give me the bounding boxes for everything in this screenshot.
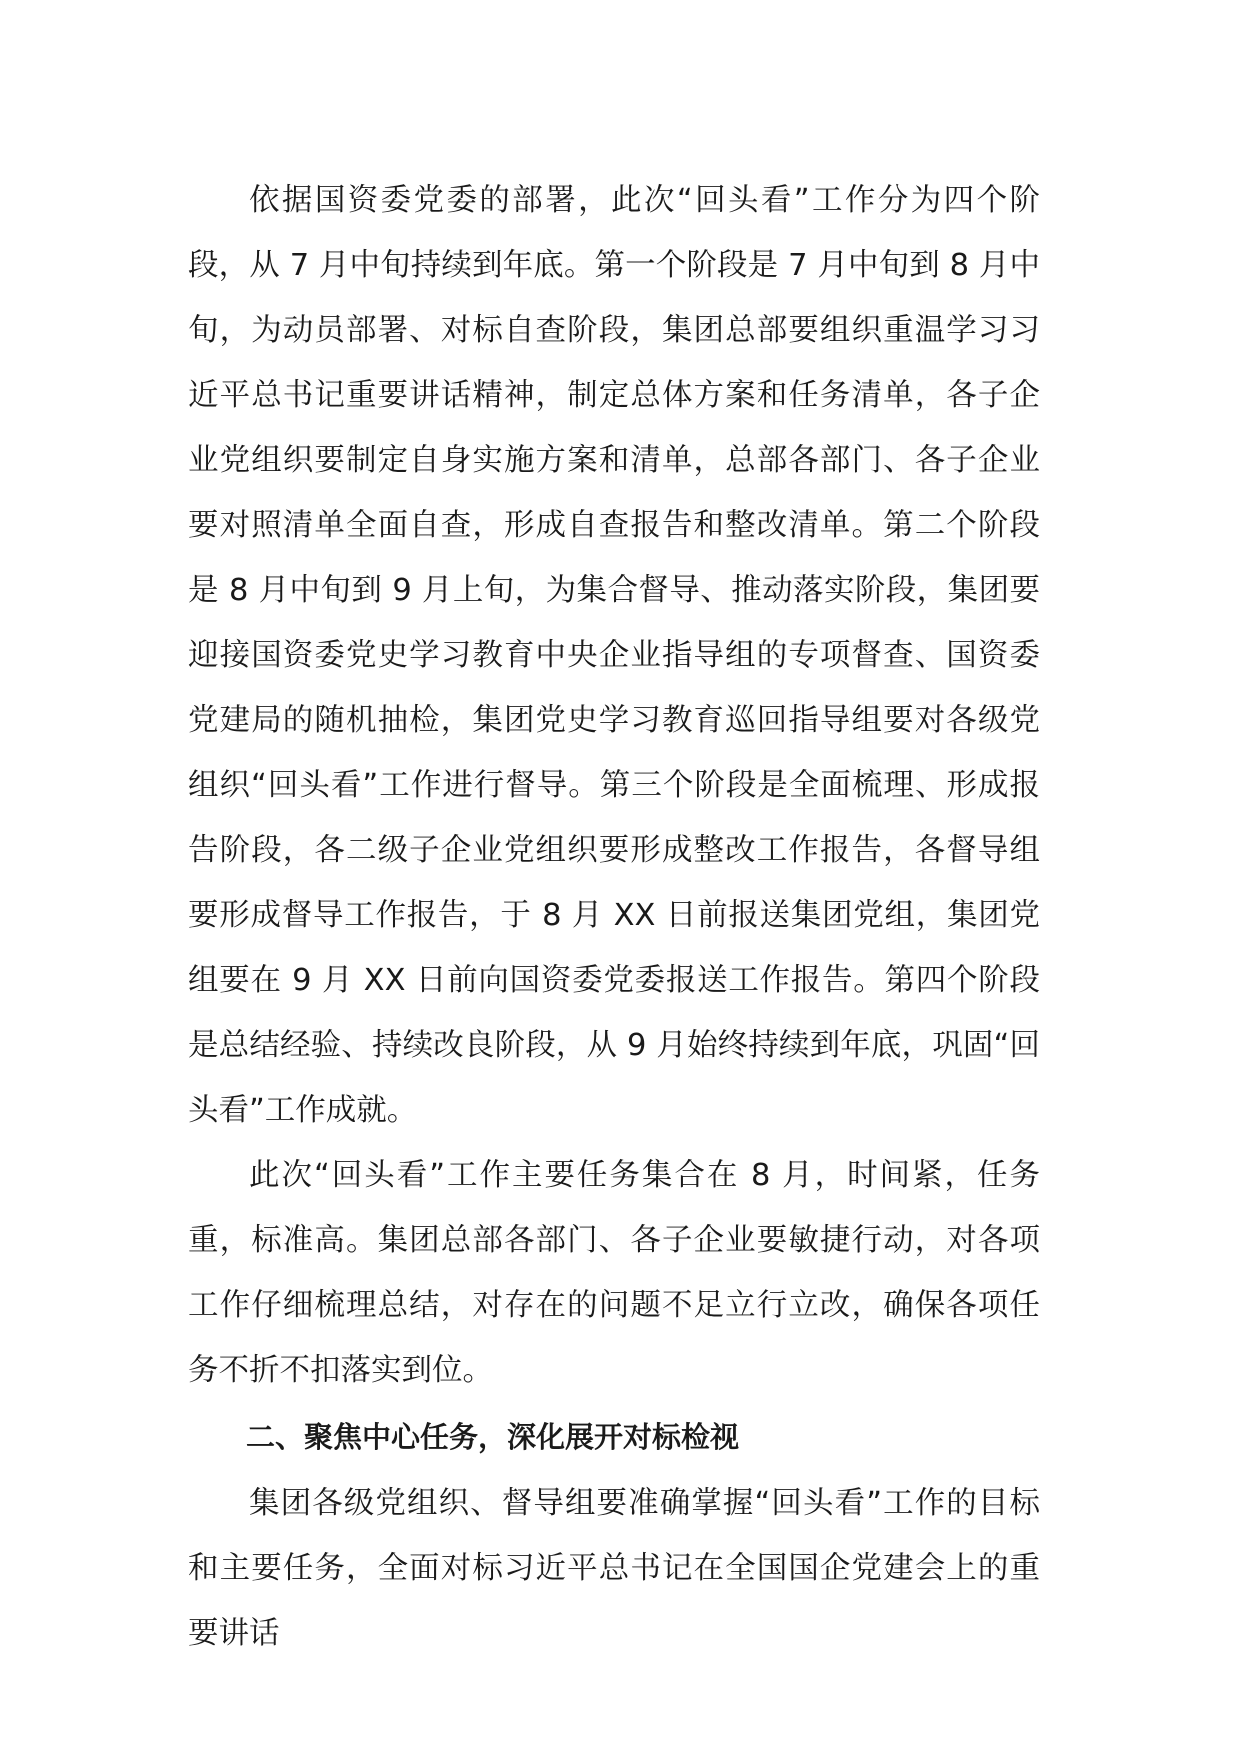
document-body: [188, 168, 1040, 1666]
paragraph-stages: 依据国资委党委的部署，此次“回头看”工作分为四个阶段，从 7 月中旬持续到年底。第一个阶段是 7 月中旬到 8 月中旬，为动员部署、对标自查阶段，集团总部要组织重温学习习近平总书记重要讲话精神，制定总体方案和任务清单，各子企业党组织要制定自身实施方案和清单，总部各部门、各子企业要对照清单全面自查，形成自查报告和整改清单。第二个阶段是 8 月中旬到 9 月上旬，为集合督导、推动落实阶段，集团要迎接国资委党史学习教育中央企业指导组的专项督查、国资委党建局的随机抽检，集团党史学习教育巡回指导组要对各级党组织“回头看”工作进行督导。第三个阶段是全面梳理、形成报告阶段，各二级子企业党组织要形成整改工作报告，各督导组要形成督导工作报告，于 8 月 XX 日前报送集团党组，集团党组要在 9 月 XX 日前向国资委党委报送工作报告。第四个阶段是总结经验、持续改良阶段，从 9 月始终持续到年底，巩固“回头看”工作成就。: [188, 183, 1040, 1128]
paragraph-main-tasks: 此次“回头看”工作主要任务集合在 8 月，时间紧，任务重，标准高。集团总部各部门、各子企业要敏捷行动，对各项工作仔细梳理总结，对存在的问题不足立行立改，确保各项任务不折不扣落实到位。: [188, 1158, 1040, 1388]
section-heading: 二、聚焦中心任务，深化展开对标检视: [246, 1420, 740, 1454]
paragraph-after-heading: 集团各级党组织、督导组要准确掌握“回头看”工作的目标和主要任务，全面对标习近平总书记在全国国企党建会上的重要讲话: [188, 1486, 1040, 1651]
